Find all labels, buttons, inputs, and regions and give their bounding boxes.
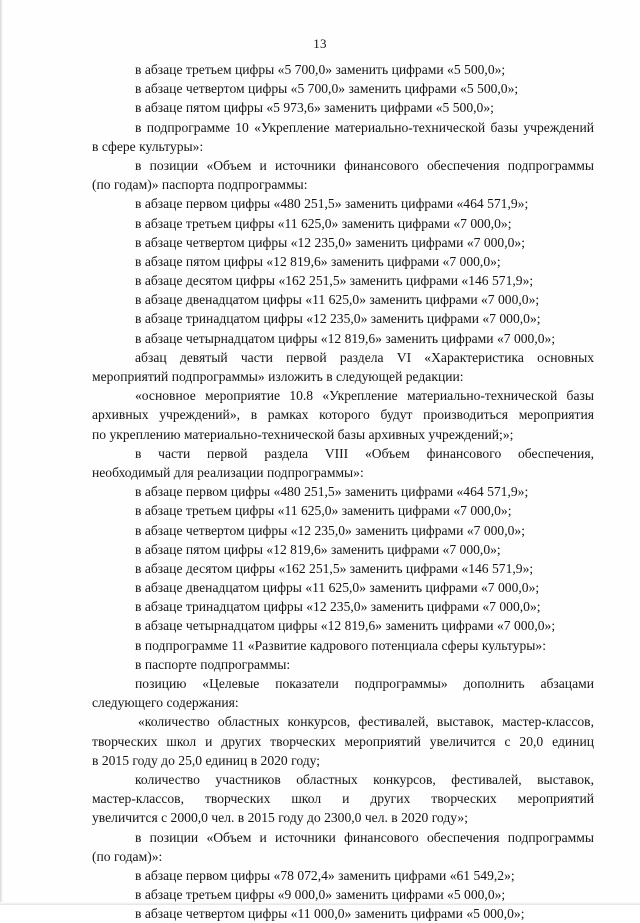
document-body: [92, 60, 594, 923]
text-line: в абзаце первом цифры «78 072,4» заменить цифрами «61 549,2»;: [135, 867, 515, 883]
text-line: в сфере культуры»:: [92, 138, 204, 154]
text-line: (по годам)» паспорта подпрограммы:: [92, 177, 308, 193]
text-line: в абзаце третьем цифры «11 625,0» заменить цифрами «7 000,0»;: [135, 215, 512, 231]
text-line: следующего содержания:: [92, 695, 239, 711]
text-line: в абзаце пятом цифры «12 819,6» заменить цифрами «7 000,0»;: [135, 541, 501, 557]
text-line: в абзаце тринадцатом цифры «12 235,0» заменить цифрами «7 000,0»;: [135, 599, 541, 615]
text-line: в абзаце третьем цифры «5 700,0» заменить цифрами «5 500,0»;: [135, 62, 506, 77]
text-line: мероприятий подпрограммы» изложить в следующей редакции:: [92, 369, 464, 384]
text-line: в подпрограмме 11 «Развитие кадрового потенциала сферы культуры»:: [135, 637, 546, 653]
text-line: в подпрограмме 10 «Укрепление материально-технической базы учреждений: [135, 119, 594, 135]
text-line: в части первой раздела VIII «Объем финансового обеспечения,: [135, 445, 594, 461]
text-line: в абзаце четвертом цифры «12 235,0» заменить цифрами «7 000,0»;: [135, 522, 525, 538]
text-line: в абзаце двенадцатом цифры «11 625,0» заменить цифрами «7 000,0»;: [135, 580, 540, 596]
text-line: в абзаце первом цифры «480 251,5» заменить цифрами «464 571,9»;: [135, 196, 529, 212]
text-line: позицию «Целевые показатели подпрограммы» дополнить абзацами: [135, 676, 594, 691]
text-line: в абзаце двенадцатом цифры «11 625,0» заменить цифрами «7 000,0»;: [135, 292, 540, 308]
text-line: мастер-классов, творческих школ и других творческих мероприятий: [92, 791, 594, 807]
text-line: в абзаце первом цифры «480 251,5» заменить цифрами «464 571,9»;: [135, 484, 529, 500]
text-line: в абзаце тринадцатом цифры «12 235,0» заменить цифрами «7 000,0»;: [135, 311, 541, 327]
text-line: в абзаце пятом цифры «5 973,6» заменить цифрами «5 500,0»;: [135, 100, 494, 116]
text-line: абзац девятый части первой раздела VI «Характеристика основных: [135, 349, 594, 365]
text-line: в абзаце десятом цифры «162 251,5» заменить цифрами «146 571,9»;: [135, 560, 534, 576]
page-number: 13: [313, 36, 327, 51]
text-line: в абзаце десятом цифры «162 251,5» заменить цифрами «146 571,9»;: [135, 273, 534, 289]
text-line: в паспорте подпрограммы:: [135, 656, 291, 672]
text-line: в абзаце четвертом цифры «12 235,0» заменить цифрами «7 000,0»;: [135, 234, 525, 250]
text-line: в абзаце четырнадцатом цифры «12 819,6» заменить цифрами «7 000,0»;: [135, 330, 556, 346]
text-line: в абзаце четвертом цифры «11 000,0» заменить цифрами «5 000,0»;: [135, 906, 525, 922]
text-line: «основное мероприятие 10.8 «Укрепление материально-технической базы: [135, 388, 594, 404]
text-line: (по годам)»:: [92, 848, 163, 864]
text-line: необходимый для реализации подпрограммы»:: [92, 464, 364, 480]
text-line: в абзаце пятом цифры «12 819,6» заменить цифрами «7 000,0»;: [135, 253, 501, 269]
text-line: увеличится с 2000,0 чел. в 2015 году до 2300,0 чел. в 2020 году»;: [92, 810, 468, 826]
text-line: количество участников областных конкурсов, фестивалей, выставок,: [135, 771, 594, 787]
text-line: в 2015 году до 25,0 единиц в 2020 году;: [92, 752, 321, 768]
text-line: архивных учреждений», в рамках которого будут производиться мероприятия: [92, 407, 594, 423]
text-line: в абзаце четвертом цифры «5 700,0» заменить цифрами «5 500,0»;: [135, 81, 519, 97]
text-line: в абзаце четырнадцатом цифры «12 819,6» заменить цифрами «7 000,0»;: [135, 618, 556, 634]
text-line: в абзаце третьем цифры «11 625,0» заменить цифрами «7 000,0»;: [135, 503, 512, 519]
text-line: в позиции «Объем и источники финансового обеспечения подпрограммы: [135, 157, 594, 173]
text-line: в позиции «Объем и источники финансового обеспечения подпрограммы: [135, 829, 594, 845]
scan-left-edge: [0, 0, 3, 905]
text-line: в абзаце третьем цифры «9 000,0» заменить цифрами «5 000,0»;: [135, 887, 506, 903]
text-line: по укреплению материально-технической базы архивных учреждений;»;: [92, 426, 514, 442]
text-line: «количество областных конкурсов, фестивалей, выставок, мастер-классов,: [138, 714, 594, 730]
text-line: творческих школ и других творческих мероприятий увеличится с 20,0 единиц: [92, 733, 594, 749]
